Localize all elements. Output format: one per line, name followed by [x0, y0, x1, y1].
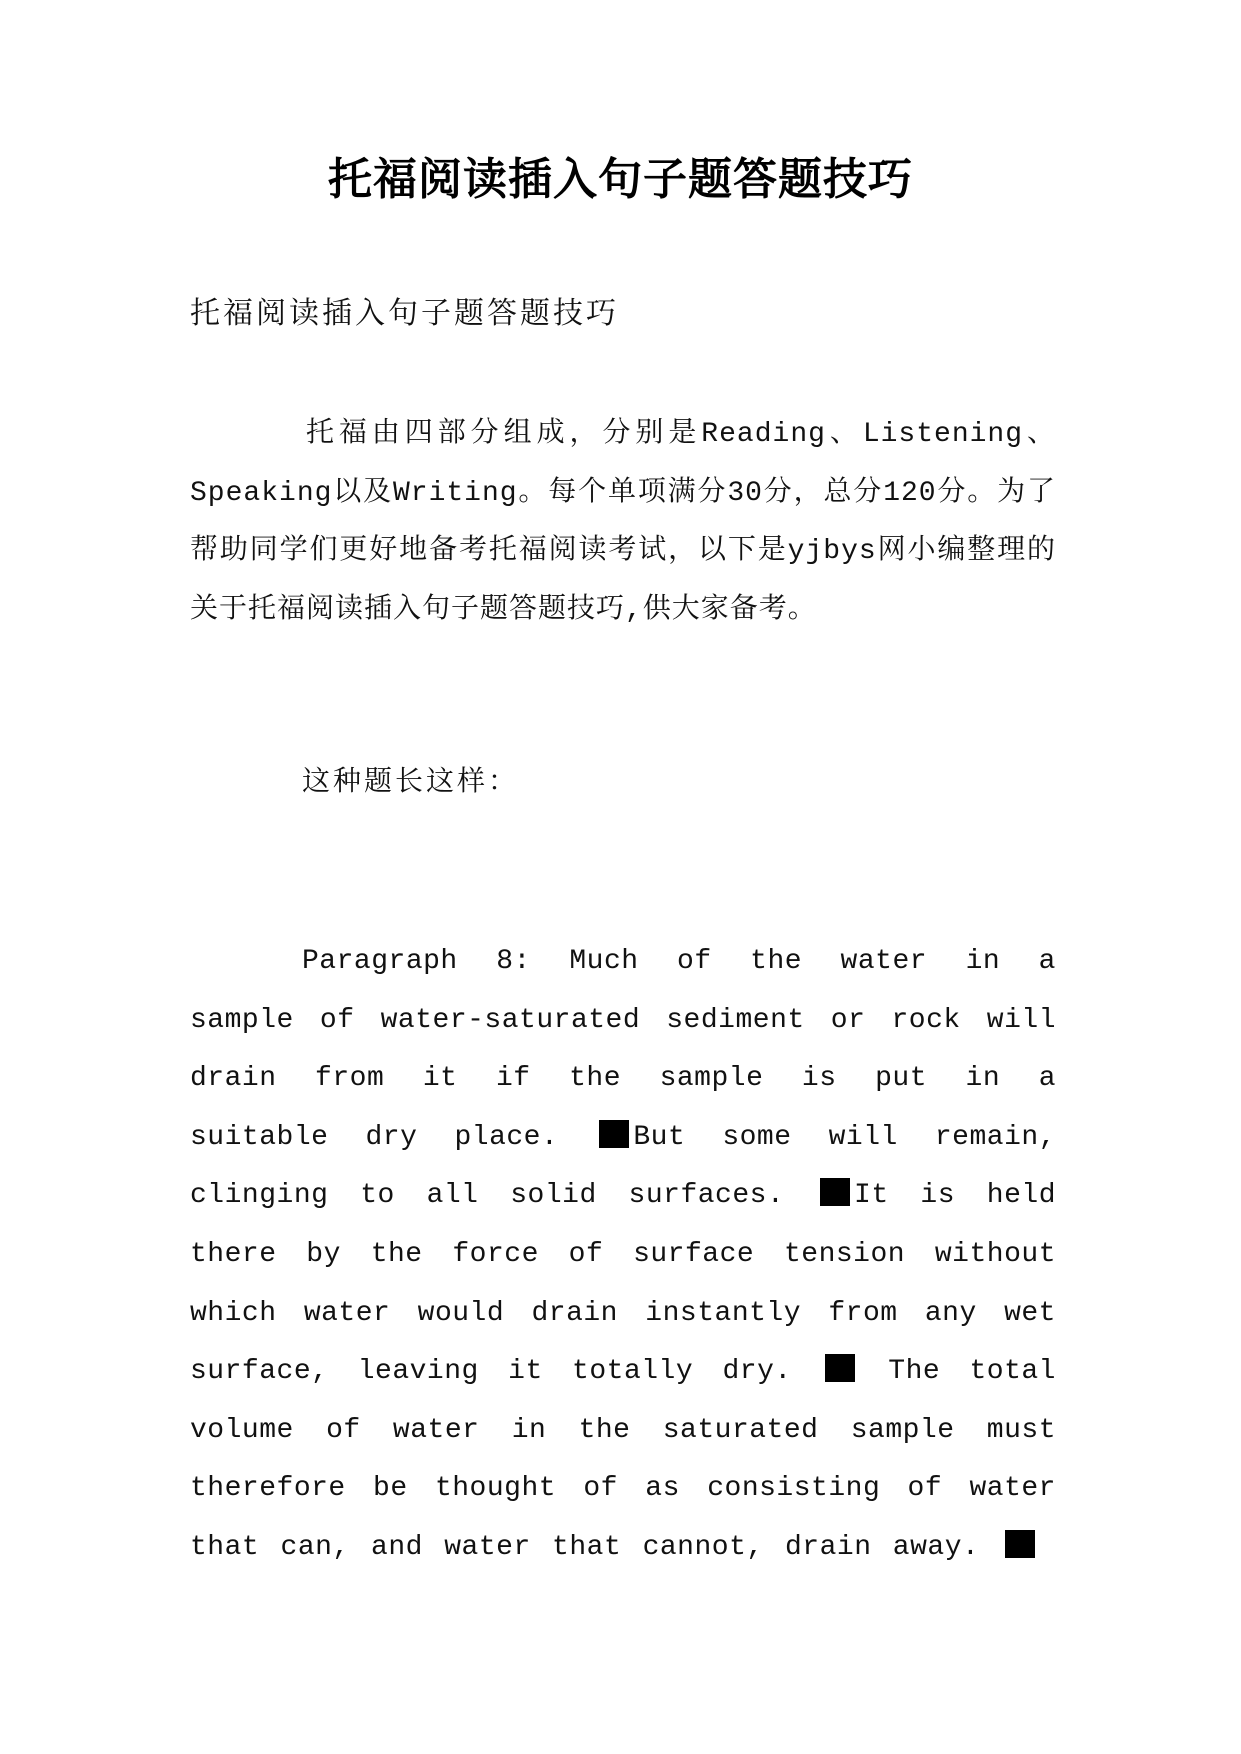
paragraph-segment-4: The total volume of water in the saturated sample must therefore be thought of as consisting of water that can, and water that cannot, drain away.	[190, 1356, 1056, 1563]
sample-paragraph	[190, 933, 1056, 1578]
insertion-square-1	[599, 1120, 629, 1148]
paragraph-segment-1: Paragraph 8: Much of the water in a sample of water-saturated sediment or rock will drain from it if the sample is put in a suitable dry place.	[190, 946, 1056, 1153]
paragraph-segment-3: It is held there by the force of surface tension without which water would drain instantly from any wet surface, leaving it totally dry.	[190, 1180, 1056, 1388]
document-title: 托福阅读插入句子题答题技巧	[328, 154, 913, 205]
lead-paragraph	[190, 755, 1056, 814]
document-subtitle: 托福阅读插入句子题答题技巧	[190, 296, 619, 331]
insertion-square-3	[825, 1354, 855, 1382]
insertion-square-2	[820, 1178, 850, 1206]
insertion-square-4	[1005, 1530, 1035, 1558]
lead-text: 这种题长这样：	[302, 768, 520, 799]
paragraph-segment-2: But some will remain, clinging to all solid surfaces.	[190, 1121, 1056, 1212]
intro-text: 托福由四部分组成，分别是Reading、Listening、Speaking以及Writing。每个单项满分30分，总分120分。为了帮助同学们更好地备考托福阅读考试，以下是yjbys网小编整理的关于托福阅读插入句子题答题技巧,供大家备考。	[190, 419, 1056, 626]
intro-paragraph	[190, 406, 1056, 640]
